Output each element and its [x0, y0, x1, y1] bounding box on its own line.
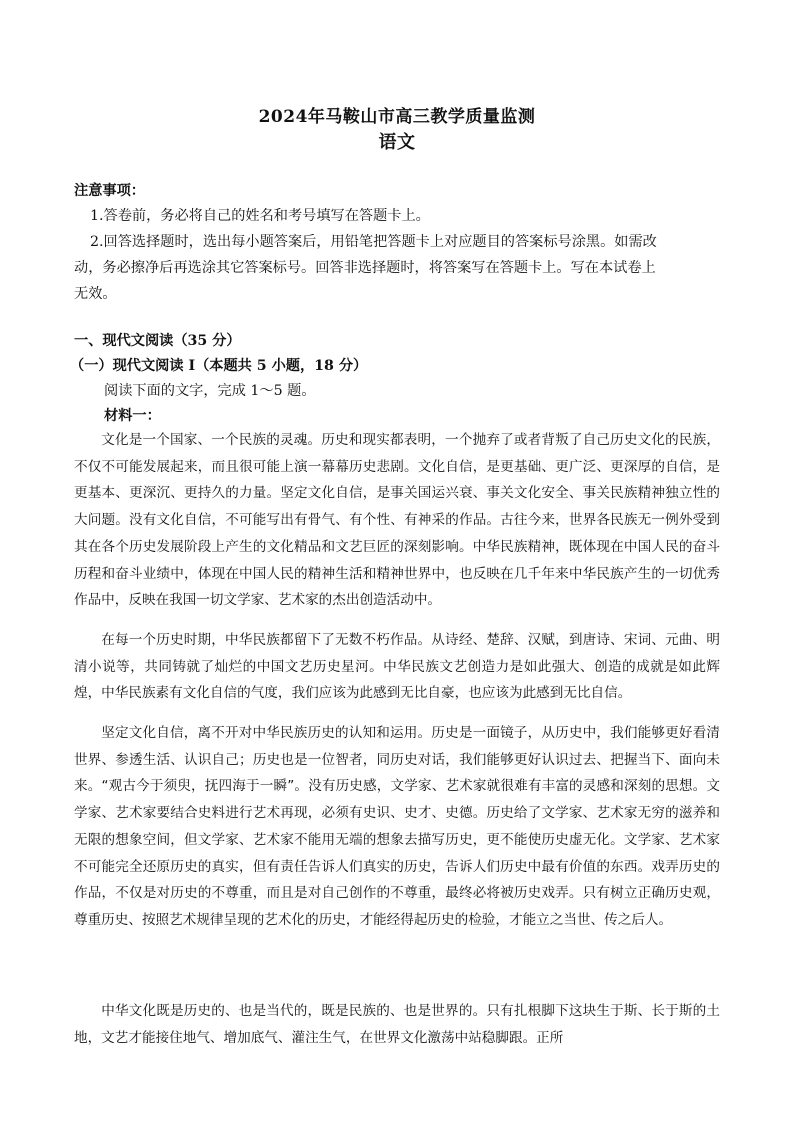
sub-section-heading: （一）现代文阅读 I（本题共 5 小题，18 分） [70, 358, 368, 374]
subject-title: 语文 [378, 132, 416, 153]
notice-item-2-line-1: 2.回答选择题时，选出每小题答案后，用铅笔把答题卡上对应题目的答案标号涂黑。如需改 [90, 234, 657, 250]
passage-paragraph-1: 文化是一个国家、一个民族的灵魂。历史和现实都表明，一个抛弃了或者背叛了自己历史文化的民族，不仅不可能发展起来，而且很可能上演一幕幕历史悲剧。文化自信，是更基础、更广泛、更深厚的自信，是更基本、更深沉、更持久的力量。坚定文化自信，是事关国运兴衰、事关文化安全、事关民族精神独立性的大问题。没有文化自信，不可能写出有骨气、有个性、有神采的作品。古往今来，世界各民族无一例外受到其在各个历史发展阶段上产生的文化精品和文艺巨匠的深刻影响。中华民族精神，既体现在中国人民的奋斗历程和奋斗业绩中，体现在中国人民的精神生活和精神世界中，也反映在几千年来中华民族产生的一切优秀作品中，反映在我国一切文学家、艺术家的杰出创造活动中。 [74, 432, 720, 609]
exam-title: 2024年马鞍山市高三教学质量监测 [258, 107, 536, 127]
material-label: 材料一： [104, 408, 161, 424]
reading-instruction: 阅读下面的文字，完成 1～5 题。 [104, 383, 316, 399]
notice-item-2-line-3: 无效。 [74, 286, 117, 302]
notice-heading: 注意事项： [74, 183, 145, 199]
section-heading: 一、现代文阅读（35 分） [74, 333, 241, 349]
passage-paragraph-4: 中华文化既是历史的、也是当代的，既是民族的、也是世界的。只有扎根脚下这块生于斯、长于斯的土地，文艺才能接住地气、增加底气、灌注生气，在世界文化激荡中站稳脚跟。正所 [74, 1003, 720, 1046]
notice-item-1: 1.答卷前，务必将自己的姓名和考号填写在答题卡上。 [90, 208, 430, 224]
notice-item-2-line-2: 动，务必擦净后再选涂其它答案标号。回答非选择题时，将答案写在答题卡上。写在本试卷上 [74, 260, 656, 276]
passage-paragraph-2: 在每一个历史时期，中华民族都留下了无数不朽作品。从诗经、楚辞、汉赋，到唐诗、宋词、元曲、明清小说等，共同铸就了灿烂的中国文艺历史星河。中华民族文艺创造力是如此强大、创造的成就是如此辉煌，中华民族素有文化自信的气度，我们应该为此感到无比自豪，也应该为此感到无比自信。 [74, 632, 720, 702]
passage-paragraph-3: 坚定文化自信，离不开对中华民族历史的认知和运用。历史是一面镜子，从历史中，我们能够更好看清世界、参透生活、认识自己；历史也是一位智者，同历史对话，我们能够更好认识过去、把握当下、面向未来。“观古今于须臾，抚四海于一瞬”。没有历史感，文学家、艺术家就很难有丰富的灵感和深刻的思想。文学家、艺术家要结合史料进行艺术再现，必须有史识、史才、史德。历史给了文学家、艺术家无穷的滋养和无限的想象空间，但文学家、艺术家不能用无端的想象去描写历史，更不能使历史虚无化。文学家、艺术家不可能完全还原历史的真实，但有责任告诉人们真实的历史，告诉人们历史中最有价值的东西。戏弄历史的作品，不仅是对历史的不尊重，而且是对自己创作的不尊重，最终必将被历史戏弄。只有树立正确历史观，尊重历史、按照艺术规律呈现的艺术化的历史，才能经得起历史的检验，才能立之当世、传之后人。 [74, 725, 720, 928]
